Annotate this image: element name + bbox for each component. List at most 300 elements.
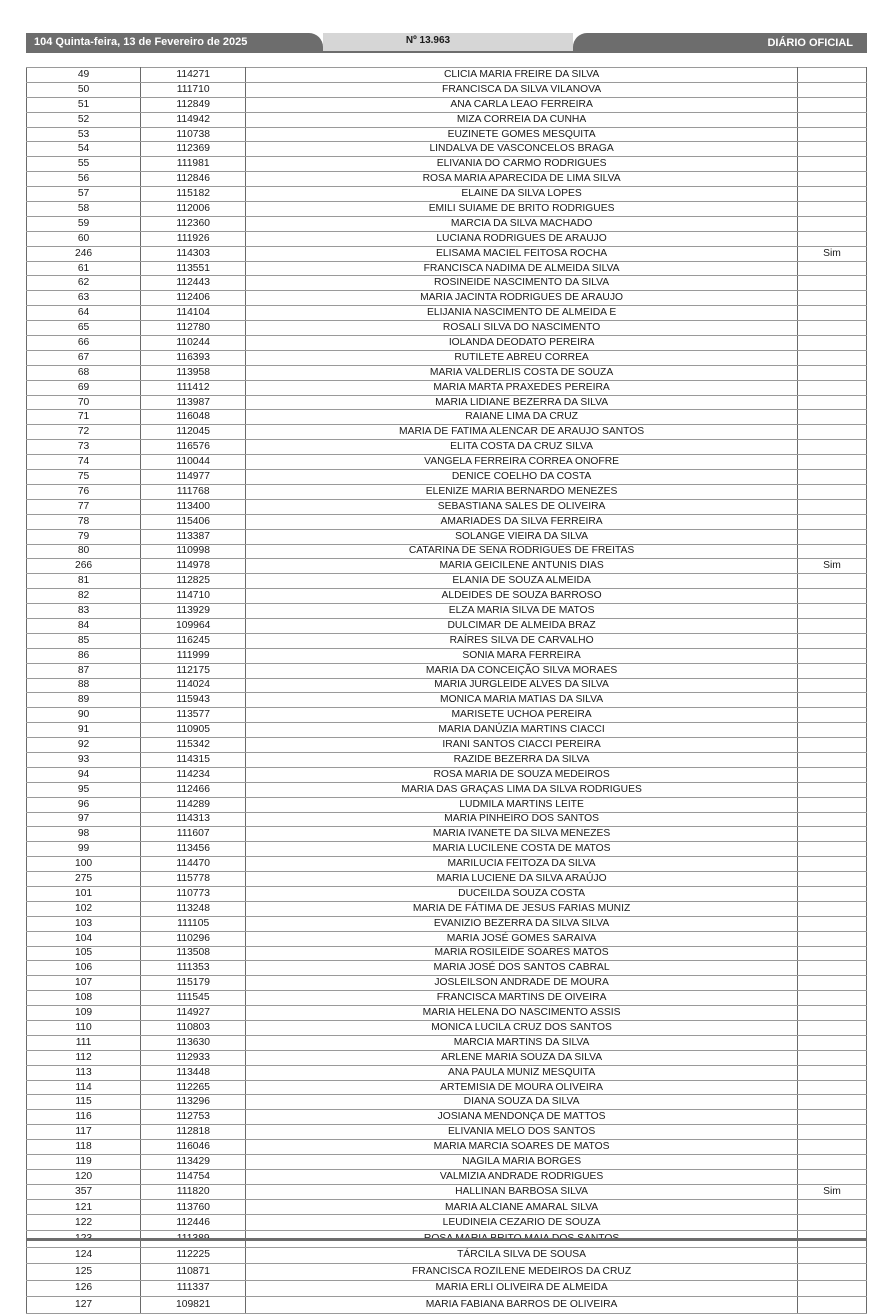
table-row [27,112,867,127]
row-flag [797,946,866,961]
row-registration: 113400 [141,499,246,514]
row-position: 85 [27,633,141,648]
row-registration: 112818 [141,1125,246,1140]
row-flag [797,1021,866,1036]
table-body [27,68,867,1314]
row-position: 100 [27,857,141,872]
row-position: 121 [27,1199,141,1215]
row-registration: 110871 [141,1264,246,1281]
row-registration: 111337 [141,1280,246,1297]
row-flag [797,1050,866,1065]
row-name: ELIVANIA DO CARMO RODRIGUES [246,157,798,172]
table-row [27,321,867,336]
row-flag [797,738,866,753]
row-position: 116 [27,1110,141,1125]
table-row [27,1247,867,1264]
table-row [27,425,867,440]
row-name: DULCIMAR DE ALMEIDA BRAZ [246,618,798,633]
row-name: ELIJANIA NASCIMENTO DE ALMEIDA E [246,306,798,321]
row-name: RUTILETE ABREU CORREA [246,350,798,365]
table-row [27,1095,867,1110]
row-registration: 111768 [141,484,246,499]
row-flag [797,499,866,514]
row-flag [797,97,866,112]
row-registration: 116048 [141,410,246,425]
row-position: 53 [27,127,141,142]
row-position: 99 [27,842,141,857]
row-name: MARIA LIDIANE BEZERRA DA SILVA [246,395,798,410]
table-row [27,1264,867,1281]
row-registration: 111545 [141,991,246,1006]
row-name: MARIA HELENA DO NASCIMENTO ASSIS [246,1006,798,1021]
row-flag [797,484,866,499]
table-row [27,1280,867,1297]
row-name: CATARINA DE SENA RODRIGUES DE FREITAS [246,544,798,559]
table-row [27,797,867,812]
row-name: ELISAMA MACIEL FEITOSA ROCHA [246,246,798,261]
row-flag [797,1297,866,1314]
row-position: 127 [27,1297,141,1314]
row-position: 103 [27,916,141,931]
row-name: LUDMILA MARTINS LEITE [246,797,798,812]
row-position: 107 [27,976,141,991]
row-position: 124 [27,1247,141,1264]
row-flag [797,976,866,991]
row-position: 65 [27,321,141,336]
row-registration: 113577 [141,708,246,723]
table-row [27,82,867,97]
row-flag [797,1125,866,1140]
row-name: IOLANDA DEODATO PEREIRA [246,336,798,351]
row-name: IRANI SANTOS CIACCI PEREIRA [246,738,798,753]
row-flag [797,514,866,529]
row-registration: 111412 [141,380,246,395]
row-name: TÁRCILA SILVA DE SOUSA [246,1247,798,1264]
row-name: CLICIA MARIA FREIRE DA SILVA [246,68,798,83]
row-flag [797,604,866,619]
row-flag [797,187,866,202]
row-position: 61 [27,261,141,276]
table-row [27,544,867,559]
row-flag [797,395,866,410]
table-row [27,857,867,872]
row-registration: 110998 [141,544,246,559]
row-name: MONICA LUCILA CRUZ DOS SANTOS [246,1021,798,1036]
row-registration: 114104 [141,306,246,321]
row-registration: 112045 [141,425,246,440]
row-name: DENICE COELHO DA COSTA [246,470,798,485]
row-flag [797,1215,866,1231]
row-name: RAZIDE BEZERRA DA SILVA [246,752,798,767]
row-registration: 110773 [141,886,246,901]
row-name: LEUDINEIA CEZARIO DE SOUZA [246,1215,798,1231]
row-position: 50 [27,82,141,97]
table-row [27,157,867,172]
row-registration: 114024 [141,678,246,693]
header-rule [26,51,867,53]
table-row [27,216,867,231]
row-name: ELAINE DA SILVA LOPES [246,187,798,202]
row-position: 98 [27,827,141,842]
row-name: AMARIADES DA SILVA FERREIRA [246,514,798,529]
table-row [27,246,867,261]
table-row [27,499,867,514]
row-registration: 110738 [141,127,246,142]
table-row [27,723,867,738]
row-position: 59 [27,216,141,231]
row-name: ARTEMISIA DE MOURA OLIVEIRA [246,1080,798,1095]
row-flag [797,112,866,127]
table-row [27,1021,867,1036]
row-position: 75 [27,470,141,485]
row-position: 246 [27,246,141,261]
row-registration: 114234 [141,767,246,782]
row-flag [797,827,866,842]
row-position: 77 [27,499,141,514]
row-position: 78 [27,514,141,529]
row-name: ROSINEIDE NASCIMENTO DA SILVA [246,276,798,291]
table-row [27,202,867,217]
table-row [27,1297,867,1314]
table-row [27,752,867,767]
row-flag [797,931,866,946]
table-row [27,886,867,901]
row-name: MARIA MARCIA SOARES DE MATOS [246,1140,798,1155]
row-registration: 111105 [141,916,246,931]
table-row [27,440,867,455]
row-position: 93 [27,752,141,767]
row-flag: Sim [797,246,866,261]
row-registration: 111710 [141,82,246,97]
table-row [27,693,867,708]
row-registration: 116245 [141,633,246,648]
table-row [27,708,867,723]
table-row [27,142,867,157]
table-row [27,1050,867,1065]
row-position: 57 [27,187,141,202]
row-flag [797,589,866,604]
table-row [27,663,867,678]
row-position: 126 [27,1280,141,1297]
row-registration: 112369 [141,142,246,157]
row-flag [797,678,866,693]
row-name: SOLANGE VIEIRA DA SILVA [246,529,798,544]
issue-date: Quinta-feira, 13 de Fevereiro de 2025 [55,36,248,48]
row-flag [797,365,866,380]
row-name: ELZA MARIA SILVA DE MATOS [246,604,798,619]
row-registration: 110905 [141,723,246,738]
row-registration: 116046 [141,1140,246,1155]
row-position: 89 [27,693,141,708]
row-name: ROSALI SILVA DO NASCIMENTO [246,321,798,336]
row-registration: 114978 [141,559,246,574]
row-flag [797,202,866,217]
row-position: 114 [27,1080,141,1095]
row-registration: 111981 [141,157,246,172]
table-row [27,187,867,202]
table-row [27,1125,867,1140]
row-registration: 112466 [141,782,246,797]
row-registration: 116393 [141,350,246,365]
table-row [27,365,867,380]
table-row [27,738,867,753]
row-flag [797,618,866,633]
row-position: 84 [27,618,141,633]
row-position: 266 [27,559,141,574]
row-flag [797,1140,866,1155]
row-flag [797,663,866,678]
row-registration: 114303 [141,246,246,261]
row-position: 118 [27,1140,141,1155]
row-flag [797,574,866,589]
row-position: 58 [27,202,141,217]
row-registration: 113958 [141,365,246,380]
row-registration: 113429 [141,1155,246,1170]
table-row [27,604,867,619]
row-registration: 112825 [141,574,246,589]
row-name: MARISETE UCHOA PEREIRA [246,708,798,723]
row-position: 125 [27,1264,141,1281]
row-registration: 111999 [141,648,246,663]
row-registration: 114271 [141,68,246,83]
row-registration: 114710 [141,589,246,604]
table-row [27,1065,867,1080]
row-position: 67 [27,350,141,365]
row-name: MARCIA MARTINS DA SILVA [246,1035,798,1050]
row-position: 81 [27,574,141,589]
row-position: 49 [27,68,141,83]
row-flag: Sim [797,559,866,574]
row-flag [797,1065,866,1080]
row-name: FRANCISCA DA SILVA VILANOVA [246,82,798,97]
row-flag [797,782,866,797]
table-row [27,618,867,633]
row-flag [797,797,866,812]
row-registration: 114313 [141,812,246,827]
row-name: FRANCISCA NADIMA DE ALMEIDA SILVA [246,261,798,276]
row-flag [797,1155,866,1170]
table-row [27,901,867,916]
row-registration: 112360 [141,216,246,231]
row-flag [797,127,866,142]
table-row [27,1169,867,1184]
row-name: ELIVANIA MELO DOS SANTOS [246,1125,798,1140]
row-flag [797,172,866,187]
row-registration: 113929 [141,604,246,619]
row-registration: 115182 [141,187,246,202]
row-position: 95 [27,782,141,797]
row-flag [797,991,866,1006]
table-row [27,529,867,544]
row-flag [797,648,866,663]
row-position: 111 [27,1035,141,1050]
row-position: 115 [27,1095,141,1110]
table-row [27,514,867,529]
table-row [27,946,867,961]
row-name: MARIA DAS GRAÇAS LIMA DA SILVA RODRIGUES [246,782,798,797]
row-registration: 110296 [141,931,246,946]
row-position: 80 [27,544,141,559]
row-registration: 115943 [141,693,246,708]
row-position: 94 [27,767,141,782]
row-position: 66 [27,336,141,351]
table-row [27,231,867,246]
row-position: 71 [27,410,141,425]
row-position: 70 [27,395,141,410]
row-position: 106 [27,961,141,976]
row-registration: 115406 [141,514,246,529]
row-registration: 111926 [141,231,246,246]
row-position: 101 [27,886,141,901]
row-flag [797,1199,866,1215]
row-name: MARIA IVANETE DA SILVA MENEZES [246,827,798,842]
row-flag [797,767,866,782]
row-flag [797,425,866,440]
row-name: ELITA COSTA DA CRUZ SILVA [246,440,798,455]
row-flag [797,916,866,931]
table-row [27,380,867,395]
row-registration: 110044 [141,455,246,470]
row-name: ROSA MARIA DE SOUZA MEDEIROS [246,767,798,782]
row-registration: 113987 [141,395,246,410]
row-name: ANA CARLA LEAO FERREIRA [246,97,798,112]
table-row [27,261,867,276]
table-row [27,991,867,1006]
classification-table [26,67,867,1314]
row-name: ANA PAULA MUNIZ MESQUITA [246,1065,798,1080]
edition-number: Nº 13.963 [323,33,573,51]
table-row [27,484,867,499]
row-name: ELANIA DE SOUZA ALMEIDA [246,574,798,589]
table-row [27,916,867,931]
row-name: MARIA ERLI OLIVEIRA DE ALMEIDA [246,1280,798,1297]
row-name: MARIA FABIANA BARROS DE OLIVEIRA [246,1297,798,1314]
row-position: 104 [27,931,141,946]
row-name: MARIA LUCIENE DA SILVA ARAÚJO [246,872,798,887]
table-row [27,395,867,410]
table-row [27,1199,867,1215]
table-row [27,931,867,946]
row-registration: 113630 [141,1035,246,1050]
row-flag [797,157,866,172]
row-name: MARIA VALDERLIS COSTA DE SOUZA [246,365,798,380]
row-registration: 112753 [141,1110,246,1125]
row-position: 56 [27,172,141,187]
row-flag [797,470,866,485]
row-position: 69 [27,380,141,395]
row-flag [797,1080,866,1095]
row-flag [797,633,866,648]
row-position: 92 [27,738,141,753]
row-flag [797,529,866,544]
row-registration: 110803 [141,1021,246,1036]
table-row [27,812,867,827]
row-name: MARIA DE FATIMA ALENCAR DE ARAUJO SANTOS [246,425,798,440]
row-name: RAÍRES SILVA DE CARVALHO [246,633,798,648]
row-position: 87 [27,663,141,678]
footer-rule [26,1238,867,1241]
header-left-tab [26,33,323,51]
row-position: 55 [27,157,141,172]
row-name: MARIA JURGLEIDE ALVES DA SILVA [246,678,798,693]
row-flag [797,1247,866,1264]
row-registration: 112006 [141,202,246,217]
row-registration: 115179 [141,976,246,991]
row-registration: 113508 [141,946,246,961]
table-row [27,1080,867,1095]
row-flag [797,1035,866,1050]
row-flag [797,231,866,246]
row-registration: 112780 [141,321,246,336]
table-row [27,350,867,365]
table-row [27,1035,867,1050]
row-flag: Sim [797,1184,866,1199]
row-flag [797,68,866,83]
row-flag [797,410,866,425]
row-position: 113 [27,1065,141,1080]
row-position: 357 [27,1184,141,1199]
row-registration: 114927 [141,1006,246,1021]
row-name: JOSIANA MENDONÇA DE MATTOS [246,1110,798,1125]
row-position: 63 [27,291,141,306]
row-flag [797,752,866,767]
row-registration: 113296 [141,1095,246,1110]
row-position: 68 [27,365,141,380]
row-flag [797,380,866,395]
row-name: MARIA JOSÉ DOS SANTOS CABRAL [246,961,798,976]
row-flag [797,901,866,916]
row-registration: 111820 [141,1184,246,1199]
table-row [27,574,867,589]
row-position: 52 [27,112,141,127]
row-position: 275 [27,872,141,887]
row-registration: 112849 [141,97,246,112]
row-registration: 113760 [141,1199,246,1215]
row-position: 117 [27,1125,141,1140]
table-row [27,1155,867,1170]
row-registration: 114977 [141,470,246,485]
row-flag [797,306,866,321]
row-flag [797,1169,866,1184]
row-name: MARIA GEICILENE ANTUNIS DIAS [246,559,798,574]
row-position: 91 [27,723,141,738]
row-position: 51 [27,97,141,112]
row-name: ELENIZE MARIA BERNARDO MENEZES [246,484,798,499]
row-registration: 111353 [141,961,246,976]
row-registration: 113448 [141,1065,246,1080]
row-name: MIZA CORREIA DA CUNHA [246,112,798,127]
row-name: MONICA MARIA MATIAS DA SILVA [246,693,798,708]
page-number: 104 [34,36,53,48]
row-name: SEBASTIANA SALES DE OLIVEIRA [246,499,798,514]
row-flag [797,1264,866,1281]
row-name: NAGILA MARIA BORGES [246,1155,798,1170]
table-row [27,842,867,857]
publication-name: DIÁRIO OFICIAL [573,33,867,51]
row-name: RAIANE LIMA DA CRUZ [246,410,798,425]
table-row [27,1184,867,1199]
row-flag [797,857,866,872]
row-position: 109 [27,1006,141,1021]
row-name: FRANCISCA ROZILENE MEDEIROS DA CRUZ [246,1264,798,1281]
row-name: HALLINAN BARBOSA SILVA [246,1184,798,1199]
row-position: 64 [27,306,141,321]
row-position: 110 [27,1021,141,1036]
row-flag [797,261,866,276]
row-position: 102 [27,901,141,916]
row-name: VANGELA FERREIRA CORREA ONOFRE [246,455,798,470]
row-flag [797,1095,866,1110]
